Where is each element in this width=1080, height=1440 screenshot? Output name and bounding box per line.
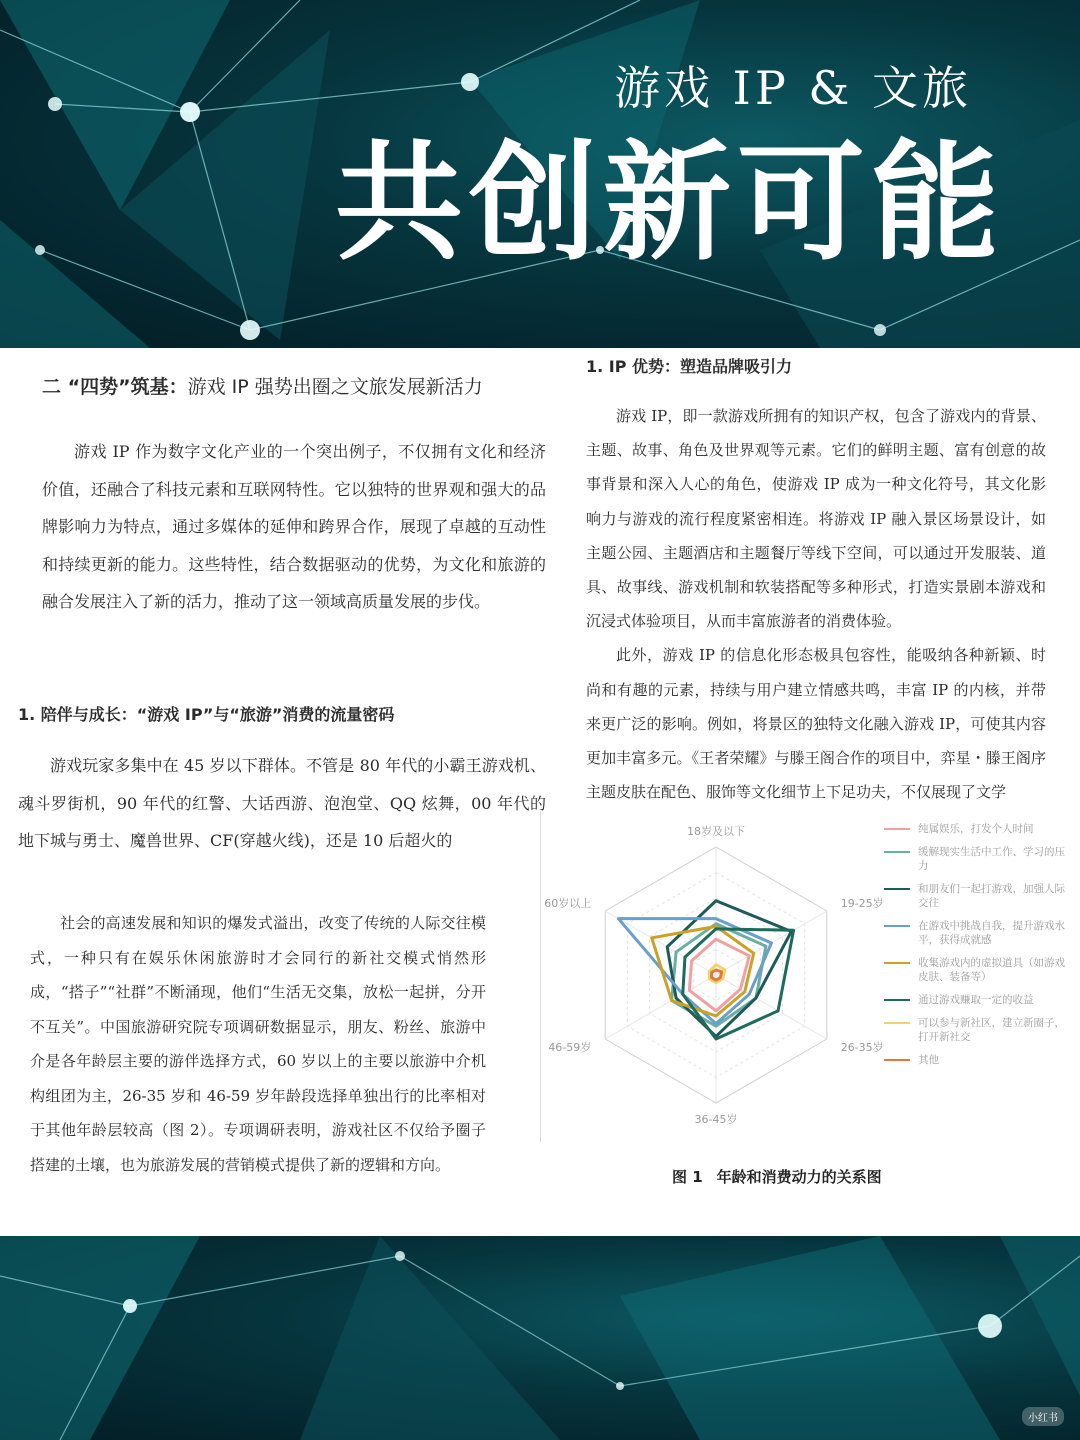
right-column xyxy=(586,350,1046,809)
legend-label: 在游戏中挑战自我，提升游戏水平，获得成就感 xyxy=(918,920,1065,946)
legend-swatch xyxy=(884,888,910,890)
legend-label: 和朋友们一起打游戏，加强人际交往 xyxy=(918,883,1065,909)
figure-number: 图 1 xyxy=(672,1168,703,1186)
banner-subtitle: 游戏 IP & 文旅 xyxy=(614,61,972,115)
legend-swatch xyxy=(884,1059,910,1061)
radar-axis-label: 19-25岁 xyxy=(840,897,884,910)
radar-axis-label: 60岁以上 xyxy=(544,897,592,910)
legend-swatch xyxy=(884,925,910,927)
legend-swatch xyxy=(884,1022,910,1024)
header-banner xyxy=(0,0,1080,348)
watermark: 小红书 xyxy=(1022,1407,1064,1426)
legend-label: 纯属娱乐，打发个人时间 xyxy=(918,823,1034,835)
legend-swatch xyxy=(884,962,910,964)
legend-item xyxy=(884,956,1070,984)
figure-caption xyxy=(672,1166,882,1187)
radar-series xyxy=(689,939,749,1011)
figure-title: 年龄和消费动力的关系图 xyxy=(716,1168,882,1186)
legend-swatch xyxy=(884,851,910,853)
social-block xyxy=(30,906,486,1182)
section-heading-rest: 游戏 IP 强势出圈之文旅发展新活力 xyxy=(187,376,483,398)
footer-banner xyxy=(0,1236,1080,1440)
section-intro: 游戏 IP 作为数字文化产业的一个突出例子，不仅拥有文化和经济价值，还融合了科技元素和互联网特性。它以独特的世界观和强大的品牌影响力为特点，通过多媒体的延伸和跨界合作，展现了卓越的互动性和持续更新的能力。这些特性，结合数据驱动的优势，为文化和旅游的融合发展注入了新的活力，推动了这一领域高质量发展的步伐。 xyxy=(42,442,546,611)
legend-item xyxy=(884,845,1070,873)
radar-chart xyxy=(540,812,1070,1154)
legend-swatch xyxy=(884,999,910,1001)
legend-item xyxy=(884,1016,1070,1044)
banner-title: 共创新可能 xyxy=(335,129,1006,278)
radar-axis-label: 18岁及以下 xyxy=(687,825,745,838)
legend-label: 可以参与新社区，建立新圈子，打开新社交 xyxy=(918,1017,1065,1043)
chart-legend xyxy=(884,822,1070,1076)
ip-paragraph-2: 此外，游戏 IP 的信息化形态极具包容性，能吸纳各种新颖、时尚和有趣的元素，持续与用户建立情感共鸣，丰富 IP 的内核，并带来更广泛的影响。例如，将景区的独特文化融入游戏 IP，可使其内容更加丰富多元。《王者荣耀》与滕王阁合作的项目中，弈星・滕王阁序主题皮肤在配色、服饰等文化细节上下足功夫，不仅展现了文学 xyxy=(586,646,1046,802)
legend-item xyxy=(884,822,1070,836)
radar-axis-label: 26-35岁 xyxy=(840,1041,884,1054)
sub-paragraph: 游戏玩家多集中在 45 岁以下群体。不管是 80 年代的小霸王游戏机、魂斗罗街机，90 年代的红警、大话西游、泡泡堂、QQ 炫舞，00 年代的地下城与勇士、魔兽世界、CF(穿越火线)，还是 10 后超火的 xyxy=(18,756,546,850)
legend-item xyxy=(884,993,1070,1007)
left-column xyxy=(18,362,546,621)
section-heading-prefix: 二 “四势”筑基： xyxy=(42,376,188,398)
legend-item xyxy=(884,919,1070,947)
ip-heading: 1. IP 优势：塑造品牌吸引力 xyxy=(586,357,793,376)
legend-label: 其他 xyxy=(918,1054,939,1066)
social-paragraph: 社会的高速发展和知识的爆发式溢出，改变了传统的人际交往模式，一种只有在娱乐休闲旅游时才会同行的新社交模式悄然形成，“搭子”“社群”不断涌现，他们“生活无交集，放松一起拼，分开不互关”。中国旅游研究院专项调研数据显示，朋友、粉丝、旅游中介是各年龄层主要的游伴选择方式，60 岁以上的主要以旅游中介机构组团为主，26-35 岁和 46-59 岁年龄段选择单独出行的比率相对于其他年龄层较高（图 2）。专项调研表明，游戏社区不仅给予圈子搭建的土壤，也为旅游发展的营销模式提供了新的逻辑和方向。 xyxy=(30,914,486,1174)
legend-label: 通过游戏赚取一定的收益 xyxy=(918,994,1034,1006)
section-heading xyxy=(42,372,546,399)
legend-label: 收集游戏内的虚拟道具（如游戏皮肤、装备等） xyxy=(918,957,1065,983)
ip-paragraph-1: 游戏 IP，即一款游戏所拥有的知识产权，包含了游戏内的背景、主题、故事、角色及世界观等元素。它们的鲜明主题、富有创意的故事背景和深入人心的角色，使游戏 IP 成为一种文化符号，其文化影响力与游戏的流行程度紧密相连。将游戏 IP 融入景区场景设计，如主题公园、主题酒店和主题餐厅等线下空间，可以通过开发服装、道具、故事线、游戏机制和软装搭配等多种形式，打造实景剧本游戏和沉浸式体验项目，从而丰富旅游者的消费体验。 xyxy=(586,407,1046,631)
legend-item xyxy=(884,882,1070,910)
sub-section-1 xyxy=(18,702,546,860)
legend-swatch xyxy=(884,828,910,830)
radar-axis-label: 46-59岁 xyxy=(548,1041,592,1054)
network-background-bottom xyxy=(0,1236,1080,1440)
radar-svg xyxy=(540,812,884,1154)
legend-item xyxy=(884,1053,1070,1067)
radar-axis-label: 36-45岁 xyxy=(694,1113,738,1126)
legend-label: 缓解现实生活中工作、学习的压力 xyxy=(918,846,1065,872)
sub-heading: 1. 陪伴与成长：“游戏 IP”与“旅游”消费的流量密码 xyxy=(18,705,395,724)
